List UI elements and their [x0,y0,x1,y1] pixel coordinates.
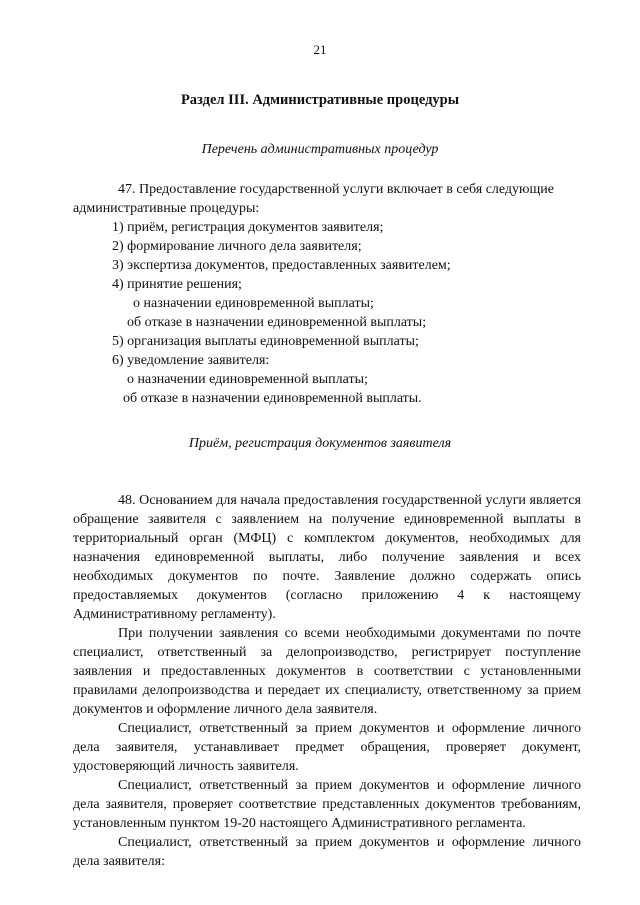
paragraph: Специалист, ответственный за прием документов и оформление личного дела заявителя, проверяет соответствие представленных документов требованиям, установленным пунктом 19-20 настоящего Административного регламента. [73,778,581,831]
list-subitem: о назначении единовременной выплаты; [127,372,368,387]
paragraph: Специалист, ответственный за прием документов и оформление личного дела заявителя, устанавливает предмет обращения, проверяет документ, удостоверяющий личность заявителя. [73,721,581,774]
subtitle-registration: Приём, регистрация документов заявителя [188,436,452,451]
list-item: 1) приём, регистрация документов заявителя; [112,220,384,235]
list-item: 5) организация выплаты единовременной выплаты; [112,334,419,349]
body-text [73,491,581,871]
paragraph: 48. Основанием для начала предоставления государственной услуги является обращение заявителя с заявлением на получение единовременной выплаты в территориальный орган (МФЦ) с комплектом документов, необходимых для назначения единовременной выплаты, либо получение заявления и всех необходимых документов по почте. Заявление должно содержать опись предоставляемых документов (согласно приложению 4 к настоящему Административному регламенту). [73,493,581,622]
paragraph: При получении заявления со всеми необходимыми документами по почте специалист, ответственный за делопроизводство, регистрирует поступление заявления и предоставленных документов в соответствии с установленными правилами делопроизводства и передает их специалисту, ответственному за прием документов и оформление личного дела заявителя. [73,626,581,717]
subtitle-procedures-list: Перечень административных процедур [201,142,439,157]
list-subitem: об отказе в назначении единовременной выплаты; [127,315,427,330]
list-item: 4) принятие решения; [112,277,242,292]
list-subitem: о назначении единовременной выплаты; [133,296,374,311]
list-subitem: об отказе в назначении единовременной выплаты. [123,391,422,406]
list-item: 6) уведомление заявителя: [112,353,270,368]
section-title: Раздел III. Административные процедуры [180,92,460,108]
p47-line1: 47. Предоставление государственной услуги включает в себя следующие [118,182,554,197]
page-number: 21 [313,42,327,57]
list-item: 2) формирование личного дела заявителя; [112,239,362,254]
list-item: 3) экспертиза документов, предоставленных заявителем; [112,258,451,273]
paragraph: Специалист, ответственный за прием документов и оформление личного дела заявителя: [73,835,581,869]
p47-line2: административные процедуры: [73,201,260,216]
